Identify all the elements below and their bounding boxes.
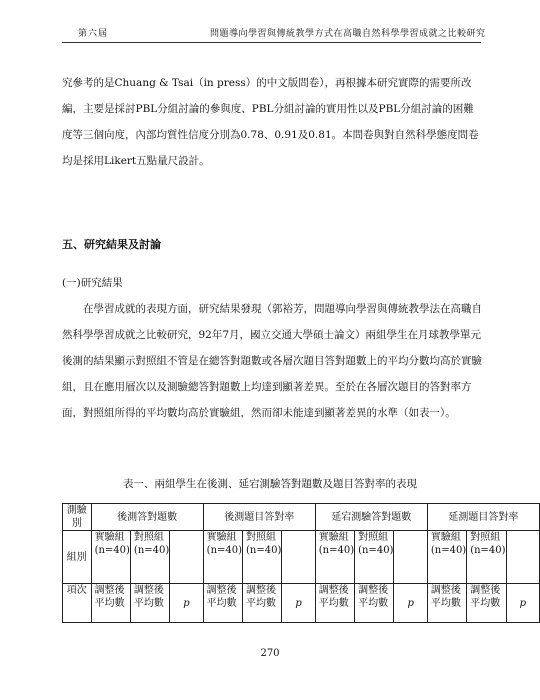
experimental-group-header: 實驗組 (n=40) xyxy=(203,531,242,584)
adjusted-mean-header: 調整後平均數 xyxy=(203,584,242,623)
group-header-delayed-count: 延宕測驗答對題數 xyxy=(315,504,427,531)
p-blank-cell xyxy=(282,531,315,584)
corner-test-type: 測驗別 xyxy=(63,504,92,531)
page-number: 270 xyxy=(260,648,280,659)
experimental-group-header: 實驗組 (n=40) xyxy=(427,531,466,584)
p-blank-cell xyxy=(394,531,427,584)
corner-group: 組別 xyxy=(63,531,92,584)
p-value-header: p xyxy=(170,584,203,623)
results-table xyxy=(62,503,540,623)
control-group-header: 對照組 (n=40) xyxy=(467,531,506,584)
control-group-header: 對照組 (n=40) xyxy=(243,531,282,584)
adjusted-mean-header: 調整後平均數 xyxy=(467,584,506,623)
adjusted-mean-header: 調整後平均數 xyxy=(315,584,354,623)
group-header-delayed-rate: 延測題目答對率 xyxy=(427,504,539,531)
paragraph-method: 究參考的是Chuang & Tsai（in press）的中文版問卷），再根據本研究實際的需要所改編，主要是採討PBL分組討論的參與度、PBL分組討論的實用性以及PBL分組討論的困難度等三個向度，內部均質性信度分別為0.78、0.91及0.81。本問卷與對自然科學態度問卷均是採用Likert五點量尺設計。 xyxy=(62,77,479,167)
adjusted-mean-header: 調整後平均數 xyxy=(130,584,169,623)
table-caption: 表一、兩組學生在後測、延宕測驗答對題數及題目答對率的表現 xyxy=(123,478,417,490)
adjusted-mean-header: 調整後平均數 xyxy=(91,584,130,623)
adjusted-mean-header: 調整後平均數 xyxy=(427,584,466,623)
p-value-header: p xyxy=(506,584,539,623)
subsection-heading: (一)研究結果 xyxy=(62,277,123,289)
control-group-header: 對照組 (n=40) xyxy=(130,531,169,584)
header-edition: 第六屆 xyxy=(78,29,109,39)
adjusted-mean-header: 調整後平均數 xyxy=(243,584,282,623)
experimental-group-header: 實驗組 (n=40) xyxy=(315,531,354,584)
section-heading: 五、研究結果及討論 xyxy=(62,238,161,251)
paragraph-results: 在學習成就的表現方面，研究結果發現（郭裕芳，問題導向學習與傳統教學法在高職自然科學學習成就之比較研究，92年7月，國立交通大學碩士論文）兩組學生在月球教學單元後測的結果顯示對照組不管是在總答對題數或各層次題目答對題數上的平均分數均高於實驗組，且在應用層次以及測驗總答對題數上均達到顯著差異。至於在各層次題目的答對率方面，對照組所得的平均數均高於實驗組，然而卻未能達到顯著差異的水準（如表一）。 xyxy=(62,303,482,419)
header-rule xyxy=(62,42,481,43)
p-value-header: p xyxy=(282,584,315,623)
corner-item: 項次 xyxy=(63,584,92,623)
control-group-header: 對照組 (n=40) xyxy=(355,531,394,584)
experimental-group-header: 實驗組 (n=40) xyxy=(91,531,130,584)
adjusted-mean-header: 調整後平均數 xyxy=(355,584,394,623)
header-running-title: 問題導向學習與傳統教學方式在高職自然科學學習成就之比較研究 xyxy=(210,29,486,39)
p-blank-cell xyxy=(170,531,203,584)
group-header-posttest-count: 後測答對題數 xyxy=(91,504,203,531)
group-header-posttest-rate: 後測題目答對率 xyxy=(203,504,315,531)
p-value-header: p xyxy=(394,584,427,623)
p-blank-cell xyxy=(506,531,539,584)
